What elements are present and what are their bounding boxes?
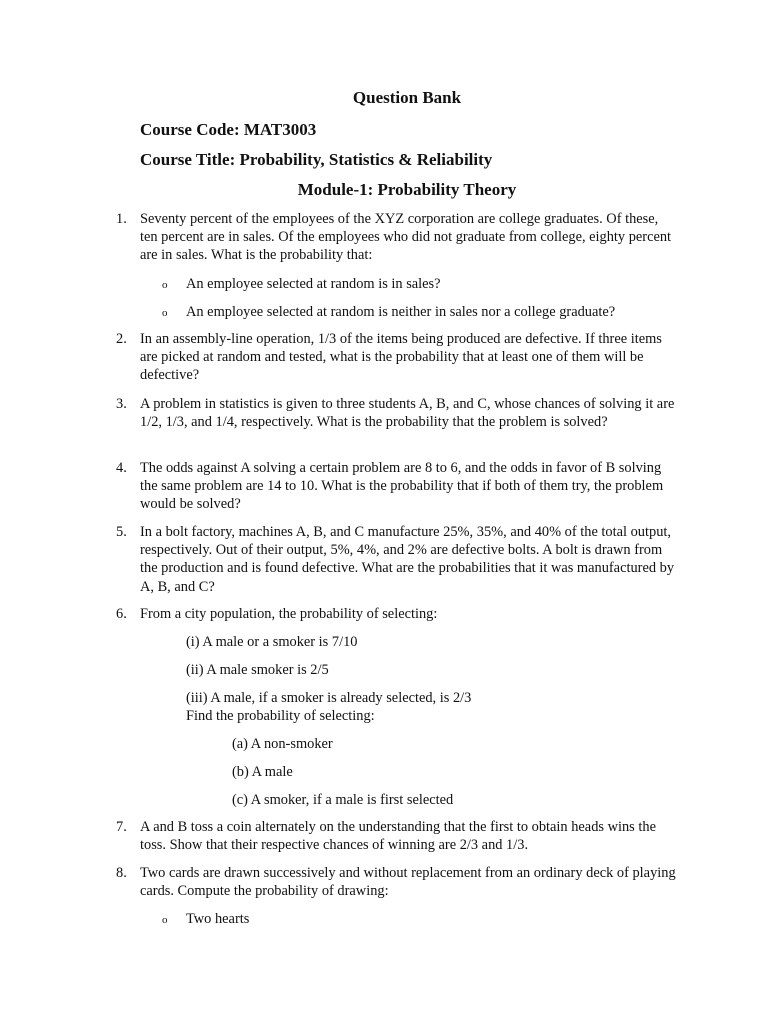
module-heading: Module-1: Probability Theory <box>297 180 517 199</box>
question-text: A problem in statistics is given to three students A, B, and C, whose chances of solving it are 1/2, 1/3, and 1/4, respectively. What is the probability that the problem is solved? <box>140 396 675 431</box>
list-item <box>162 275 441 294</box>
bullet-icon: o <box>162 307 168 319</box>
part-item: (c) A smoker, if a male is first selected <box>232 792 454 808</box>
question-text: Seventy percent of the employees of the XYZ corporation are college graduates. Of these, ten percent are in sales. Of the employees who did not graduate from college, eighty percent are in sales. What is the probability that: <box>140 211 672 264</box>
question-4 <box>116 459 676 514</box>
question-number: 7. <box>116 819 127 835</box>
condition-item: (i) A male or a smoker is 7/10 <box>186 634 358 650</box>
question-3 <box>116 395 676 431</box>
question-text: From a city population, the probability of selecting: <box>140 606 438 622</box>
find-prompt: Find the probability of selecting: <box>186 708 375 724</box>
question-2 <box>116 330 676 385</box>
list-item <box>162 303 615 322</box>
course-code: Course Code: MAT3003 <box>140 120 317 139</box>
question-number: 1. <box>116 211 127 227</box>
bullet-icon: o <box>162 279 168 291</box>
bullet-text: Two hearts <box>186 911 250 927</box>
question-text: In a bolt factory, machines A, B, and C manufacture 25%, 35%, and 40% of the total output, respectively. Out of their output, 5%, 4%, and 2% are defective bolts. A bolt is drawn from the production and is found defective. What are the probabilities that it was manufactured by A, B, and C? <box>140 524 675 595</box>
question-number: 3. <box>116 396 127 412</box>
bullet-text: An employee selected at random is in sales? <box>186 276 441 292</box>
question-5 <box>116 523 676 596</box>
part-item: (b) A male <box>232 764 293 780</box>
bullet-icon: o <box>162 914 168 926</box>
list-item <box>162 910 249 929</box>
condition-item: (ii) A male smoker is 2/5 <box>186 662 329 678</box>
question-text: Two cards are drawn successively and without replacement from an ordinary deck of playing cards. Compute the probability of drawing: <box>140 865 676 900</box>
page-title: Question Bank <box>352 88 462 107</box>
question-number: 4. <box>116 460 127 476</box>
question-8 <box>116 864 676 900</box>
question-6 <box>116 605 676 623</box>
condition-item: (iii) A male, if a smoker is already selected, is 2/3 <box>186 690 472 706</box>
question-1 <box>116 210 676 265</box>
question-text: A and B toss a coin alternately on the understanding that the first to obtain heads wins the toss. Show that their respective chances of winning are 2/3 and 1/3. <box>140 819 656 854</box>
course-title: Course Title: Probability, Statistics & Reliability <box>140 150 493 169</box>
question-text: In an assembly-line operation, 1/3 of the items being produced are defective. If three items are picked at random and tested, what is the probability that at least one of them will be defective? <box>140 331 662 384</box>
part-item: (a) A non-smoker <box>232 736 333 752</box>
bullet-text: An employee selected at random is neither in sales nor a college graduate? <box>186 304 616 320</box>
question-number: 6. <box>116 606 127 622</box>
question-number: 2. <box>116 331 127 347</box>
question-number: 8. <box>116 865 127 881</box>
question-7 <box>116 818 676 854</box>
question-text: The odds against A solving a certain problem are 8 to 6, and the odds in favor of B solving the same problem are 14 to 10. What is the probability that if both of them try, the problem would be solved? <box>140 460 664 513</box>
question-number: 5. <box>116 524 127 540</box>
